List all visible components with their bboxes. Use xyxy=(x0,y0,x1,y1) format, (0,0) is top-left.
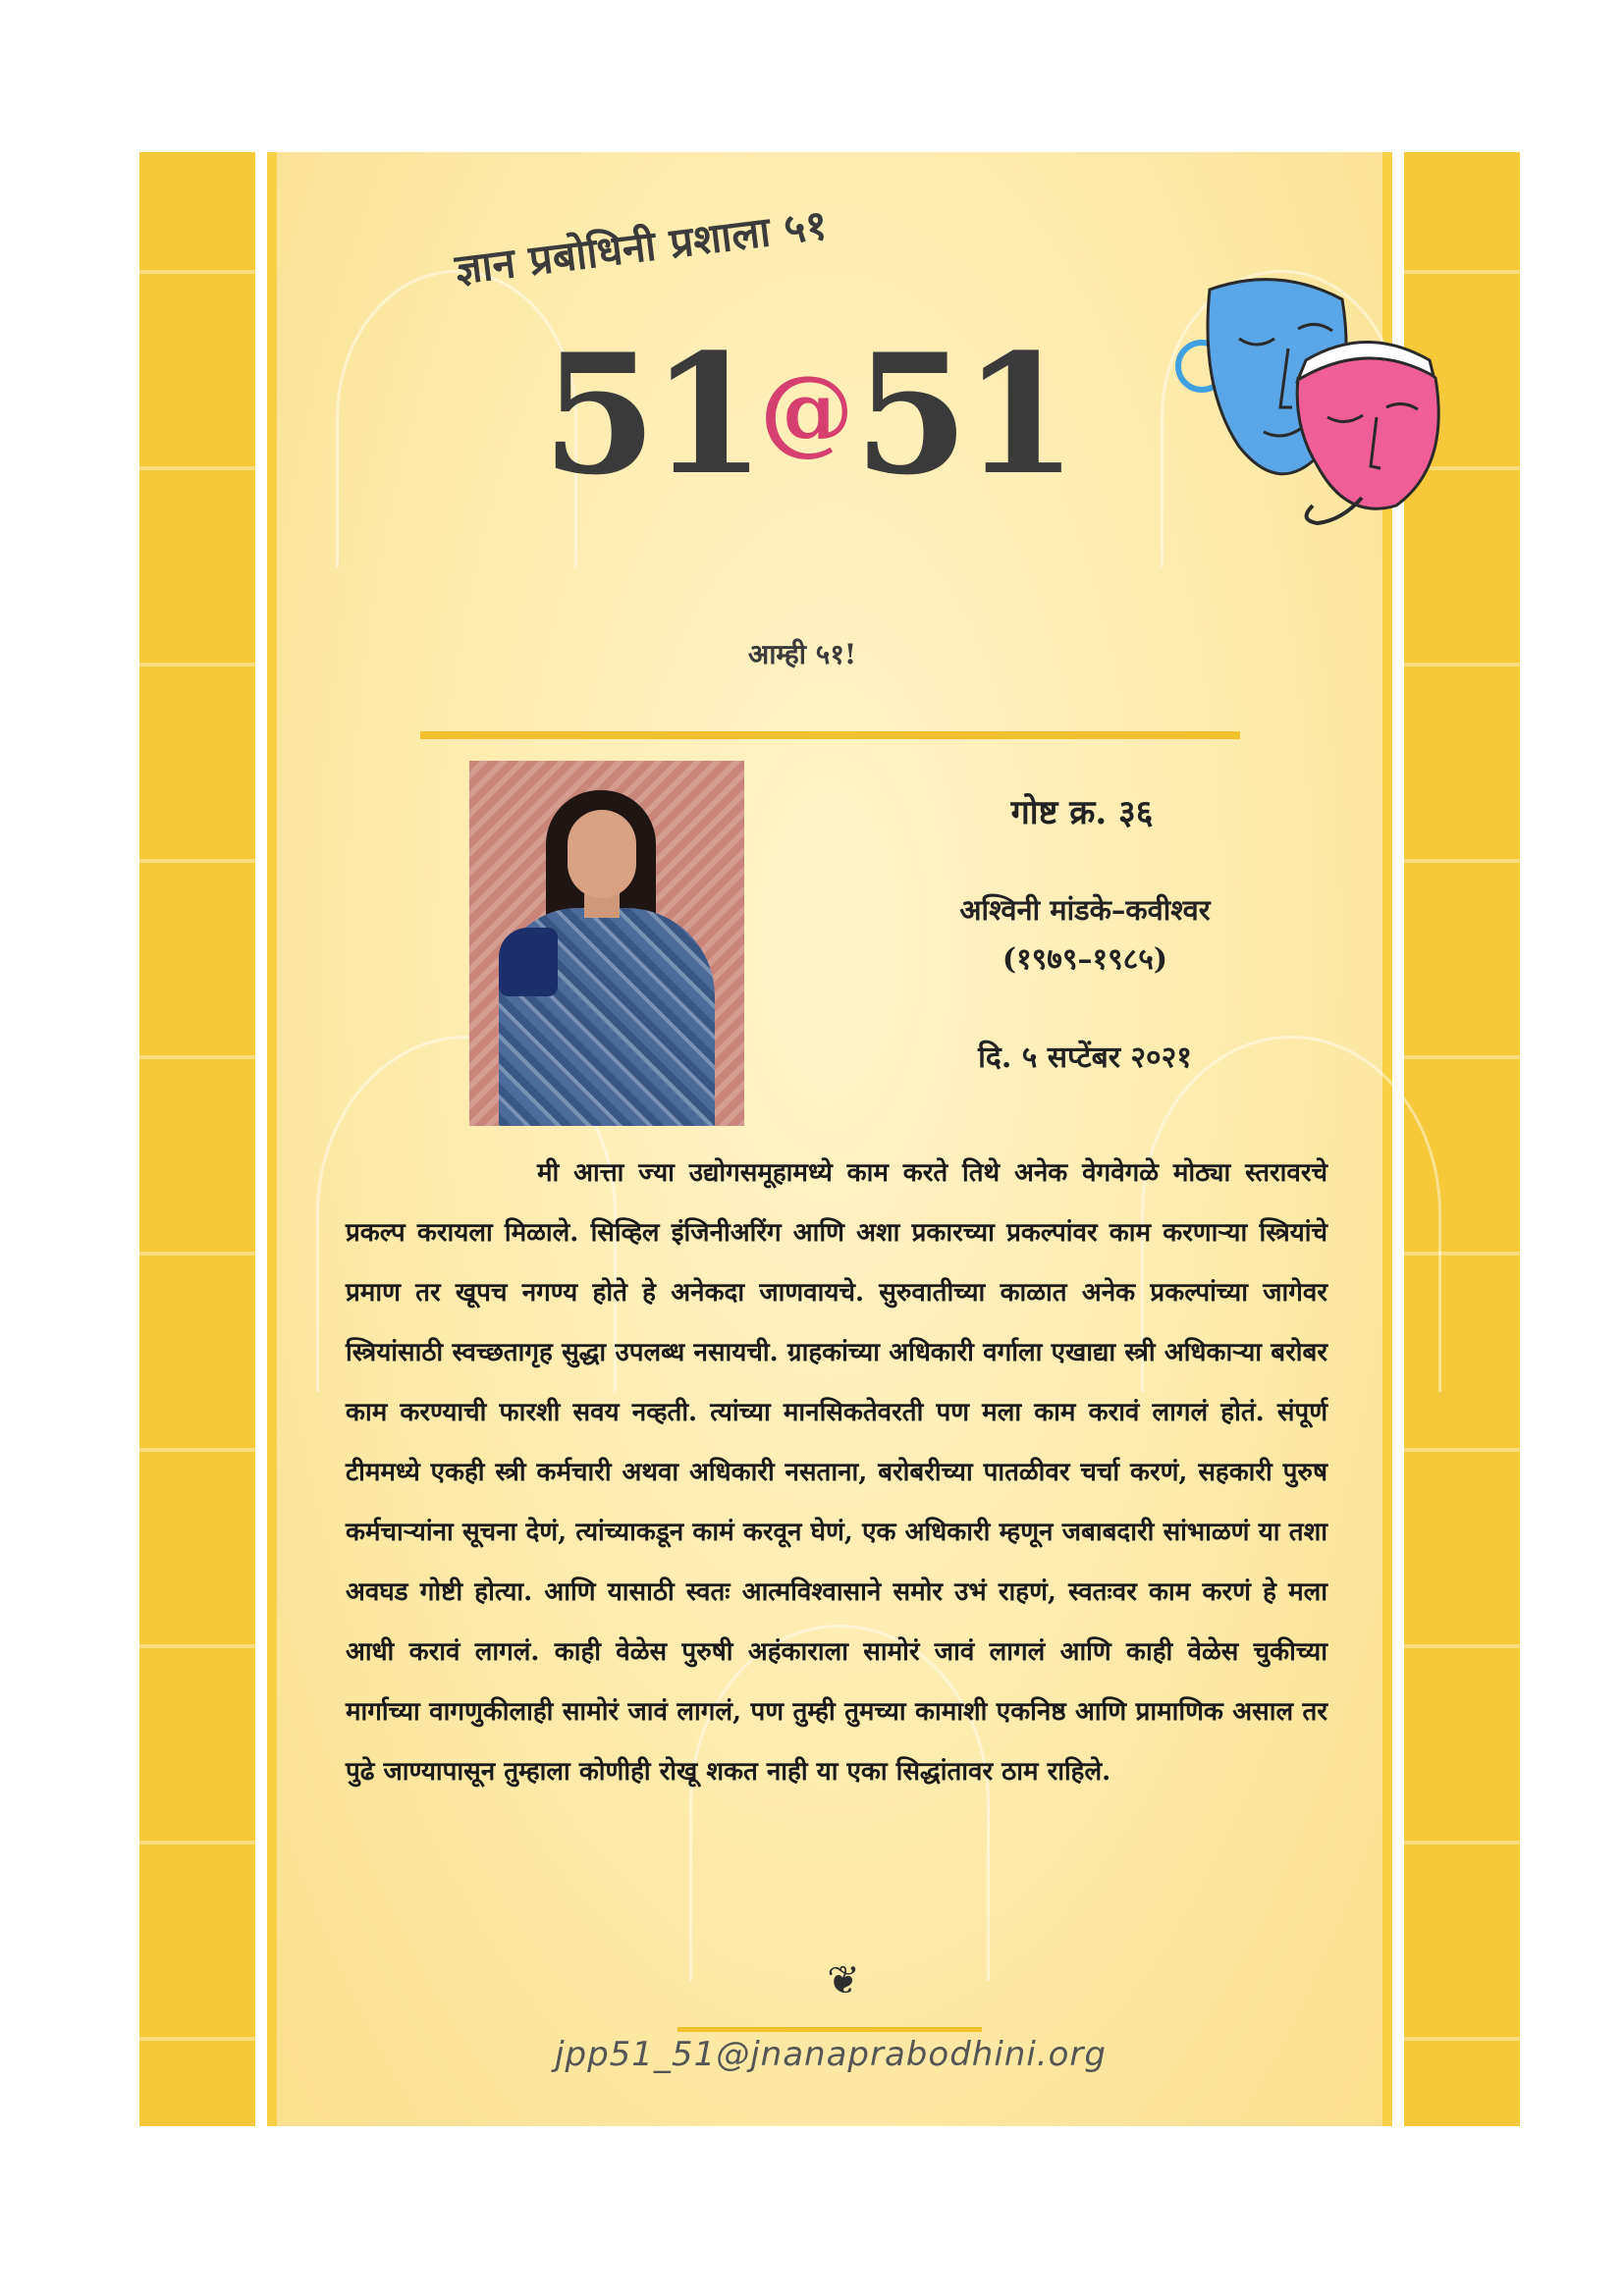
author-photo xyxy=(469,761,744,1126)
main-title-at: @ xyxy=(759,354,854,465)
theatre-masks-illustration xyxy=(1170,270,1455,525)
fleuron-ornament: ❦ xyxy=(827,1958,860,2003)
author-years: (१९७९–१९८५) xyxy=(1001,942,1168,977)
poster xyxy=(139,152,1520,2126)
main-title-left: 51 xyxy=(542,317,760,511)
footer-divider xyxy=(677,2027,982,2032)
school-name: ज्ञान प्रबोधिनी प्रशाला ५१ xyxy=(452,200,831,294)
left-decorative-band xyxy=(139,152,255,2126)
story-number: गोष्ट क्र. ३६ xyxy=(1010,793,1154,832)
main-title-right: 51 xyxy=(853,317,1072,511)
left-divider-line xyxy=(255,152,267,2126)
story-date: दि. ५ सप्टेंबर २०२१ xyxy=(978,1041,1192,1075)
story-body: मी आत्ता ज्या उद्योगसमूहामध्ये काम करते तिथे अनेक वेगवेगळे मोठ्या स्तरावरचे प्रकल्प करायला मिळाले. सिव्हिल इंजिनीअरिंग आणि अशा प्रकारच्या प्रकल्पांवर काम करणाऱ्या स्त्रियांचे प्रमाण तर खूपच नगण्य होते हे अनेकदा जाणवायचे. सुरुवातीच्या काळात अनेक प्रकल्पांच्या जागेवर स्त्रियांसाठी स्वच्छतागृह सुद्धा उपलब्ध नसायची. ग्राहकांच्या अधिकारी वर्गाला एखाद्या स्त्री अधिकाऱ्या बरोबर काम करण्याची फारशी सवय नव्हती. त्यांच्या मानसिकतेवरती पण मला काम करावं लागलं होतं. संपूर्ण टीममध्ये एकही स्त्री कर्मचारी अथवा अधिकारी नसताना, बरोबरीच्या पातळीवर चर्चा करणं, सहकारी पुरुष कर्मचाऱ्यांना सूचना देणं, त्यांच्याकडून कामं करवून घेणं, एक अधिकारी म्हणून जबाबदारी सांभाळणं या तशा अवघड गोष्टी होत्या. आणि यासाठी स्वतः आत्मविश्वासाने समोर उभं राहणं, स्वतःवर काम करणं हे मला आधी करावं लागलं. काही वेळेस पुरुषी अहंकाराला सामोरं जावं लागलं आणि काही वेळेस चुकीच्या मार्गाच्या वागणुकीलाही सामोरं जावं लागलं, पण तुम्ही तुमच्या कामाशी एकनिष्ठ आणि प्रामाणिक असाल तर पुढे जाण्यापासून तुम्हाला कोणीही रोखू शकत नाही या एका सिद्धांतावर ठाम राहिले. xyxy=(346,1158,1327,1787)
author-name: अश्विनी मांडके–कवीश्वर xyxy=(959,893,1211,927)
main-title xyxy=(542,317,1092,511)
header-divider xyxy=(420,731,1240,739)
tagline: आम्ही ५१! xyxy=(747,638,857,670)
contact-email: jpp51_51@jnanaprabodhini.org xyxy=(555,2035,1107,2074)
